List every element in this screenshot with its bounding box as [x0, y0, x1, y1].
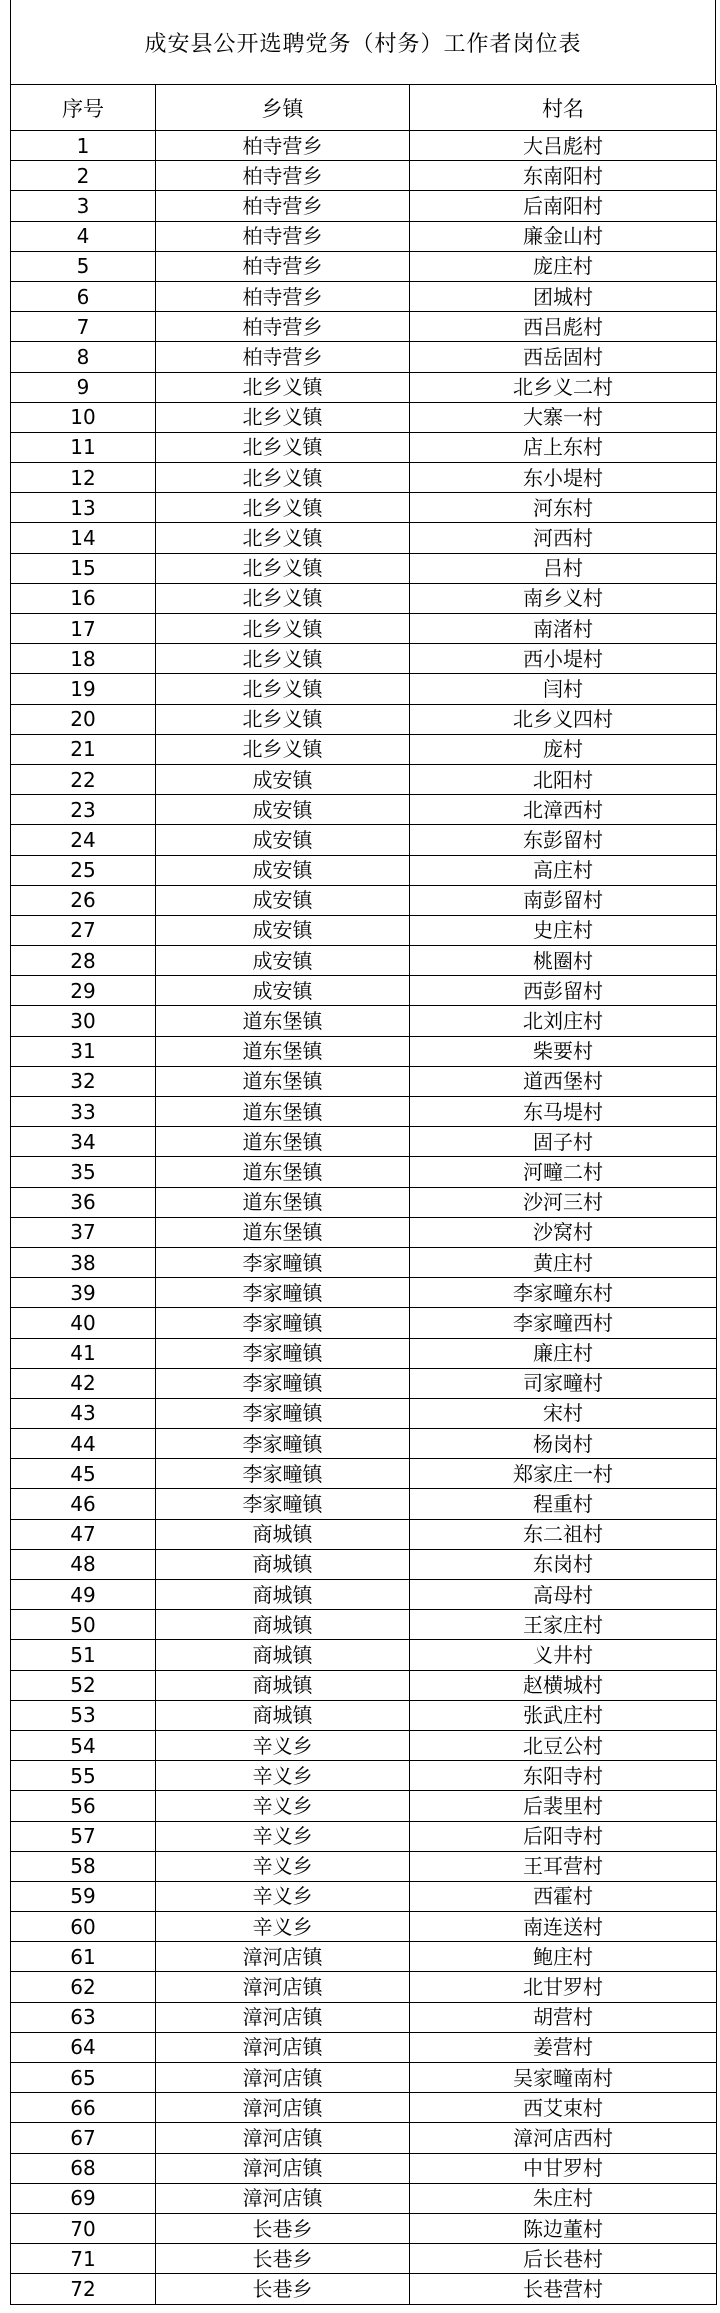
cell-index: 44: [11, 1429, 156, 1459]
cell-index: 25: [11, 855, 156, 885]
cell-township: 成安镇: [156, 795, 410, 825]
cell-index: 46: [11, 1489, 156, 1519]
cell-village: 南连送村: [410, 1912, 717, 1942]
cell-village: 东二祖村: [410, 1519, 717, 1549]
cell-index: 70: [11, 2213, 156, 2243]
table-row: [11, 1278, 717, 1308]
cell-village: 北豆公村: [410, 1730, 717, 1760]
header-index: 序号: [11, 85, 156, 131]
table-row: [11, 915, 717, 945]
table-row: [11, 2213, 717, 2243]
cell-index: 60: [11, 1912, 156, 1942]
table-row: [11, 1368, 717, 1398]
cell-village: 南渚村: [410, 614, 717, 644]
cell-index: 50: [11, 1610, 156, 1640]
cell-township: 北乡义镇: [156, 704, 410, 734]
table-row: [11, 1580, 717, 1610]
cell-township: 成安镇: [156, 855, 410, 885]
table-row: [11, 1489, 717, 1519]
cell-township: 辛义乡: [156, 1881, 410, 1911]
cell-index: 7: [11, 312, 156, 342]
cell-village: 道西堡村: [410, 1066, 717, 1096]
cell-village: 王家庄村: [410, 1610, 717, 1640]
cell-village: 南乡义村: [410, 583, 717, 613]
positions-table: [10, 85, 717, 2305]
cell-township: 成安镇: [156, 976, 410, 1006]
cell-index: 18: [11, 644, 156, 674]
cell-township: 商城镇: [156, 1610, 410, 1640]
cell-index: 37: [11, 1217, 156, 1247]
cell-village: 长巷营村: [410, 2274, 717, 2304]
cell-township: 商城镇: [156, 1549, 410, 1579]
table-row: [11, 885, 717, 915]
job-table-sheet: [10, 0, 716, 2305]
cell-township: 成安镇: [156, 825, 410, 855]
cell-village: 大寨一村: [410, 402, 717, 432]
cell-village: 史庄村: [410, 915, 717, 945]
cell-township: 李家疃镇: [156, 1247, 410, 1277]
cell-township: 北乡义镇: [156, 674, 410, 704]
cell-village: 东岗村: [410, 1549, 717, 1579]
cell-index: 62: [11, 1972, 156, 2002]
cell-village: 后裴里村: [410, 1791, 717, 1821]
header-township: 乡镇: [156, 85, 410, 131]
cell-township: 柏寺营乡: [156, 221, 410, 251]
cell-index: 3: [11, 191, 156, 221]
cell-township: 成安镇: [156, 764, 410, 794]
table-row: [11, 1006, 717, 1036]
cell-index: 5: [11, 251, 156, 281]
table-row: [11, 1821, 717, 1851]
cell-village: 庞村: [410, 734, 717, 764]
cell-township: 柏寺营乡: [156, 191, 410, 221]
cell-village: 西艾束村: [410, 2093, 717, 2123]
cell-township: 李家疃镇: [156, 1459, 410, 1489]
table-row: [11, 2244, 717, 2274]
cell-index: 4: [11, 221, 156, 251]
cell-index: 67: [11, 2123, 156, 2153]
cell-village: 河疃二村: [410, 1157, 717, 1187]
table-row: [11, 855, 717, 885]
cell-township: 漳河店镇: [156, 1942, 410, 1972]
cell-village: 杨岗村: [410, 1429, 717, 1459]
cell-village: 西小堤村: [410, 644, 717, 674]
table-row: [11, 734, 717, 764]
cell-township: 商城镇: [156, 1519, 410, 1549]
cell-township: 道东堡镇: [156, 1127, 410, 1157]
table-row: [11, 2274, 717, 2304]
cell-index: 45: [11, 1459, 156, 1489]
table-row: [11, 1670, 717, 1700]
table-row: [11, 463, 717, 493]
cell-village: 中甘罗村: [410, 2153, 717, 2183]
cell-index: 32: [11, 1066, 156, 1096]
table-row: [11, 1549, 717, 1579]
cell-index: 68: [11, 2153, 156, 2183]
cell-index: 53: [11, 1700, 156, 1730]
cell-index: 24: [11, 825, 156, 855]
cell-township: 辛义乡: [156, 1912, 410, 1942]
cell-village: 沙窝村: [410, 1217, 717, 1247]
table-row: [11, 644, 717, 674]
cell-index: 9: [11, 372, 156, 402]
cell-village: 鲍庄村: [410, 1942, 717, 1972]
cell-village: 吴家疃南村: [410, 2063, 717, 2093]
cell-village: 李家疃东村: [410, 1278, 717, 1308]
cell-index: 47: [11, 1519, 156, 1549]
cell-township: 成安镇: [156, 885, 410, 915]
cell-village: 黄庄村: [410, 1247, 717, 1277]
cell-township: 道东堡镇: [156, 1097, 410, 1127]
cell-township: 长巷乡: [156, 2244, 410, 2274]
cell-index: 64: [11, 2032, 156, 2062]
table-row: [11, 432, 717, 462]
cell-village: 宋村: [410, 1398, 717, 1428]
cell-index: 57: [11, 1821, 156, 1851]
table-row: [11, 795, 717, 825]
table-row: [11, 764, 717, 794]
cell-township: 北乡义镇: [156, 493, 410, 523]
cell-township: 成安镇: [156, 915, 410, 945]
cell-township: 商城镇: [156, 1580, 410, 1610]
cell-index: 22: [11, 764, 156, 794]
table-row: [11, 402, 717, 432]
cell-township: 柏寺营乡: [156, 161, 410, 191]
table-row: [11, 2063, 717, 2093]
cell-index: 10: [11, 402, 156, 432]
header-village: 村名: [410, 85, 717, 131]
cell-village: 北漳西村: [410, 795, 717, 825]
cell-index: 63: [11, 2002, 156, 2032]
cell-township: 道东堡镇: [156, 1006, 410, 1036]
cell-index: 54: [11, 1730, 156, 1760]
cell-index: 38: [11, 1247, 156, 1277]
cell-index: 72: [11, 2274, 156, 2304]
table-row: [11, 1247, 717, 1277]
cell-township: 道东堡镇: [156, 1187, 410, 1217]
table-row: [11, 1881, 717, 1911]
cell-index: 2: [11, 161, 156, 191]
cell-index: 29: [11, 976, 156, 1006]
cell-index: 69: [11, 2183, 156, 2213]
cell-township: 李家疃镇: [156, 1429, 410, 1459]
cell-township: 道东堡镇: [156, 1036, 410, 1066]
table-row: [11, 1459, 717, 1489]
cell-township: 漳河店镇: [156, 2153, 410, 2183]
cell-township: 漳河店镇: [156, 2183, 410, 2213]
cell-index: 26: [11, 885, 156, 915]
cell-village: 张武庄村: [410, 1700, 717, 1730]
cell-township: 北乡义镇: [156, 372, 410, 402]
cell-village: 程重村: [410, 1489, 717, 1519]
cell-village: 团城村: [410, 281, 717, 311]
cell-index: 8: [11, 342, 156, 372]
cell-index: 20: [11, 704, 156, 734]
cell-township: 长巷乡: [156, 2274, 410, 2304]
cell-village: 西彭留村: [410, 976, 717, 1006]
cell-township: 柏寺营乡: [156, 312, 410, 342]
cell-index: 49: [11, 1580, 156, 1610]
cell-index: 40: [11, 1308, 156, 1338]
cell-township: 北乡义镇: [156, 734, 410, 764]
cell-township: 漳河店镇: [156, 2123, 410, 2153]
cell-index: 71: [11, 2244, 156, 2274]
table-row: [11, 583, 717, 613]
cell-village: 王耳营村: [410, 1851, 717, 1881]
cell-index: 21: [11, 734, 156, 764]
cell-village: 北甘罗村: [410, 1972, 717, 2002]
cell-village: 柴要村: [410, 1036, 717, 1066]
cell-township: 辛义乡: [156, 1851, 410, 1881]
cell-village: 朱庄村: [410, 2183, 717, 2213]
cell-township: 北乡义镇: [156, 523, 410, 553]
table-row: [11, 1187, 717, 1217]
table-row: [11, 976, 717, 1006]
cell-village: 东彭留村: [410, 825, 717, 855]
cell-index: 27: [11, 915, 156, 945]
cell-village: 后阳寺村: [410, 1821, 717, 1851]
cell-township: 柏寺营乡: [156, 131, 410, 161]
cell-index: 35: [11, 1157, 156, 1187]
cell-index: 42: [11, 1368, 156, 1398]
cell-township: 辛义乡: [156, 1791, 410, 1821]
cell-village: 南彭留村: [410, 885, 717, 915]
cell-township: 柏寺营乡: [156, 251, 410, 281]
table-row: [11, 1640, 717, 1670]
cell-index: 65: [11, 2063, 156, 2093]
table-row: [11, 1066, 717, 1096]
table-row: [11, 2153, 717, 2183]
cell-township: 辛义乡: [156, 1730, 410, 1760]
cell-index: 15: [11, 553, 156, 583]
table-row: [11, 1761, 717, 1791]
cell-township: 北乡义镇: [156, 614, 410, 644]
cell-index: 19: [11, 674, 156, 704]
cell-village: 郑家庄一村: [410, 1459, 717, 1489]
cell-index: 51: [11, 1640, 156, 1670]
header-row: [11, 85, 717, 131]
cell-township: 商城镇: [156, 1700, 410, 1730]
cell-township: 李家疃镇: [156, 1278, 410, 1308]
cell-index: 41: [11, 1338, 156, 1368]
cell-township: 成安镇: [156, 946, 410, 976]
table-row: [11, 342, 717, 372]
table-row: [11, 281, 717, 311]
cell-township: 北乡义镇: [156, 402, 410, 432]
table-row: [11, 1398, 717, 1428]
cell-township: 长巷乡: [156, 2213, 410, 2243]
cell-village: 东马堤村: [410, 1097, 717, 1127]
cell-index: 12: [11, 463, 156, 493]
cell-township: 漳河店镇: [156, 2002, 410, 2032]
cell-index: 28: [11, 946, 156, 976]
cell-index: 31: [11, 1036, 156, 1066]
table-row: [11, 1429, 717, 1459]
table-row: [11, 1730, 717, 1760]
cell-township: 漳河店镇: [156, 2063, 410, 2093]
table-row: [11, 2183, 717, 2213]
table-row: [11, 704, 717, 734]
cell-village: 固子村: [410, 1127, 717, 1157]
table-row: [11, 523, 717, 553]
cell-village: 陈边董村: [410, 2213, 717, 2243]
cell-index: 13: [11, 493, 156, 523]
cell-village: 河东村: [410, 493, 717, 523]
table-row: [11, 312, 717, 342]
cell-index: 36: [11, 1187, 156, 1217]
table-row: [11, 825, 717, 855]
cell-township: 辛义乡: [156, 1821, 410, 1851]
table-row: [11, 1851, 717, 1881]
cell-village: 李家疃西村: [410, 1308, 717, 1338]
cell-index: 59: [11, 1881, 156, 1911]
table-row: [11, 131, 717, 161]
cell-township: 辛义乡: [156, 1761, 410, 1791]
table-row: [11, 221, 717, 251]
cell-village: 大吕彪村: [410, 131, 717, 161]
cell-village: 沙河三村: [410, 1187, 717, 1217]
cell-index: 43: [11, 1398, 156, 1428]
cell-village: 司家疃村: [410, 1368, 717, 1398]
cell-township: 漳河店镇: [156, 2093, 410, 2123]
cell-village: 高母村: [410, 1580, 717, 1610]
cell-township: 漳河店镇: [156, 1972, 410, 2002]
cell-village: 桃圈村: [410, 946, 717, 976]
cell-village: 胡营村: [410, 2002, 717, 2032]
table-row: [11, 1912, 717, 1942]
cell-index: 17: [11, 614, 156, 644]
cell-township: 漳河店镇: [156, 2032, 410, 2062]
cell-index: 16: [11, 583, 156, 613]
table-row: [11, 1338, 717, 1368]
table-row: [11, 191, 717, 221]
table-row: [11, 2093, 717, 2123]
cell-township: 商城镇: [156, 1640, 410, 1670]
cell-village: 北阳村: [410, 764, 717, 794]
cell-index: 23: [11, 795, 156, 825]
table-row: [11, 614, 717, 644]
table-row: [11, 1791, 717, 1821]
cell-township: 道东堡镇: [156, 1217, 410, 1247]
cell-village: 西吕彪村: [410, 312, 717, 342]
cell-village: 吕村: [410, 553, 717, 583]
cell-township: 北乡义镇: [156, 463, 410, 493]
cell-index: 30: [11, 1006, 156, 1036]
cell-village: 东小堤村: [410, 463, 717, 493]
table-row: [11, 1036, 717, 1066]
cell-village: 西岳固村: [410, 342, 717, 372]
table-row: [11, 2123, 717, 2153]
cell-index: 56: [11, 1791, 156, 1821]
cell-village: 北刘庄村: [410, 1006, 717, 1036]
cell-village: 赵横城村: [410, 1670, 717, 1700]
cell-township: 道东堡镇: [156, 1066, 410, 1096]
cell-village: 河西村: [410, 523, 717, 553]
cell-township: 商城镇: [156, 1670, 410, 1700]
table-row: [11, 1972, 717, 2002]
table-row: [11, 251, 717, 281]
cell-index: 58: [11, 1851, 156, 1881]
cell-village: 西霍村: [410, 1881, 717, 1911]
cell-village: 东阳寺村: [410, 1761, 717, 1791]
table-row: [11, 1097, 717, 1127]
cell-index: 33: [11, 1097, 156, 1127]
table-row: [11, 1308, 717, 1338]
cell-village: 庞庄村: [410, 251, 717, 281]
cell-village: 廉庄村: [410, 1338, 717, 1368]
cell-village: 闫村: [410, 674, 717, 704]
cell-township: 柏寺营乡: [156, 281, 410, 311]
cell-township: 道东堡镇: [156, 1157, 410, 1187]
table-row: [11, 1700, 717, 1730]
table-row: [11, 1519, 717, 1549]
cell-index: 39: [11, 1278, 156, 1308]
cell-township: 北乡义镇: [156, 553, 410, 583]
cell-index: 66: [11, 2093, 156, 2123]
cell-village: 东南阳村: [410, 161, 717, 191]
cell-village: 漳河店西村: [410, 2123, 717, 2153]
cell-township: 柏寺营乡: [156, 342, 410, 372]
cell-village: 廉金山村: [410, 221, 717, 251]
cell-index: 34: [11, 1127, 156, 1157]
cell-township: 李家疃镇: [156, 1308, 410, 1338]
table-row: [11, 1610, 717, 1640]
table-row: [11, 553, 717, 583]
table-row: [11, 1127, 717, 1157]
cell-township: 北乡义镇: [156, 583, 410, 613]
cell-township: 李家疃镇: [156, 1398, 410, 1428]
cell-village: 北乡义二村: [410, 372, 717, 402]
cell-township: 李家疃镇: [156, 1489, 410, 1519]
cell-index: 11: [11, 432, 156, 462]
table-row: [11, 161, 717, 191]
cell-index: 55: [11, 1761, 156, 1791]
cell-index: 61: [11, 1942, 156, 1972]
table-row: [11, 493, 717, 523]
table-body: [11, 131, 717, 2305]
table-row: [11, 674, 717, 704]
cell-village: 北乡义四村: [410, 704, 717, 734]
cell-index: 48: [11, 1549, 156, 1579]
cell-village: 店上东村: [410, 432, 717, 462]
table-title: 成安县公开选聘党务（村务）工作者岗位表: [10, 0, 716, 85]
cell-index: 14: [11, 523, 156, 553]
table-row: [11, 1942, 717, 1972]
table-row: [11, 2002, 717, 2032]
cell-township: 北乡义镇: [156, 644, 410, 674]
cell-village: 义井村: [410, 1640, 717, 1670]
table-row: [11, 946, 717, 976]
table-row: [11, 372, 717, 402]
cell-township: 北乡义镇: [156, 432, 410, 462]
table-row: [11, 2032, 717, 2062]
cell-index: 6: [11, 281, 156, 311]
cell-index: 1: [11, 131, 156, 161]
cell-village: 后南阳村: [410, 191, 717, 221]
cell-township: 李家疃镇: [156, 1368, 410, 1398]
table-row: [11, 1157, 717, 1187]
cell-village: 姜营村: [410, 2032, 717, 2062]
cell-index: 52: [11, 1670, 156, 1700]
cell-township: 李家疃镇: [156, 1338, 410, 1368]
table-row: [11, 1217, 717, 1247]
cell-village: 后长巷村: [410, 2244, 717, 2274]
cell-village: 高庄村: [410, 855, 717, 885]
